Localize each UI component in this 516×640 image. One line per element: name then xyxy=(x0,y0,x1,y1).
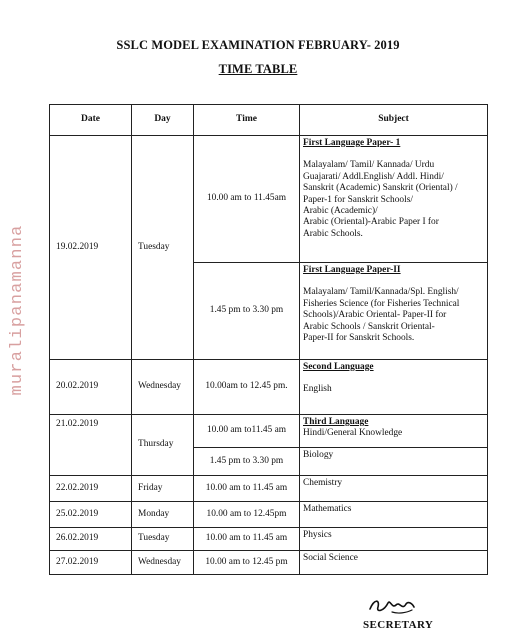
subject-line: English xyxy=(303,384,332,395)
day-cell: Wednesday xyxy=(132,551,194,575)
table-row xyxy=(50,360,488,415)
subject-line: Paper-1 for Sanskrit Schools/ xyxy=(303,194,413,205)
date-cell: 20.02.2019 xyxy=(50,360,132,415)
document-title: SSLC MODEL EXAMINATION FEBRUARY- 2019 xyxy=(116,38,400,52)
subject-cell: Biology xyxy=(300,448,488,476)
table-row xyxy=(50,551,488,575)
date-cell: 27.02.2019 xyxy=(50,551,132,575)
table-header-row xyxy=(50,105,488,136)
subject-cell: Social Science xyxy=(300,551,488,575)
day-cell: Monday xyxy=(132,502,194,528)
subject-cell: Mathematics xyxy=(300,502,488,528)
subject-line: Sanskrit (Academic) Sanskrit (Oriental) / xyxy=(303,183,458,194)
time-cell: 10.00 am to 12.45 pm xyxy=(194,551,300,575)
document-subtitle: TIME TABLE xyxy=(218,62,298,76)
day-cell: Thursday xyxy=(132,415,194,476)
subject-heading: Third Language xyxy=(303,417,369,427)
time-cell: 10.00 am to 11.45 am xyxy=(194,476,300,502)
subject-line: Arabic Schools. xyxy=(303,228,363,239)
subject-cell xyxy=(300,263,488,360)
day-cell: Tuesday xyxy=(132,528,194,551)
date-cell: 21.02.2019 xyxy=(50,415,132,476)
subject-heading: First Language Paper- 1 xyxy=(303,138,401,148)
day-cell: Tuesday xyxy=(132,136,194,360)
time-cell: 1.45 pm to 3.30 pm xyxy=(194,448,300,476)
time-cell: 10.00 am to 12.45pm xyxy=(194,502,300,528)
subject-line: Schools)/Arabic Oriental- Paper-II for xyxy=(303,310,447,321)
date-cell: 19.02.2019 xyxy=(50,136,132,360)
subject-heading: First Language Paper-II xyxy=(303,265,401,275)
subject-heading: Second Language xyxy=(303,362,374,372)
subject-cell xyxy=(300,136,488,263)
subject-line: Hindi/General Knowledge xyxy=(303,428,403,439)
subject-cell: Chemistry xyxy=(300,476,488,502)
subject-line: Arabic (Academic)/ xyxy=(303,206,378,217)
table-row xyxy=(50,136,488,263)
date-cell: 22.02.2019 xyxy=(50,476,132,502)
subject-line: Fisheries Science (for Fisheries Technical xyxy=(303,298,460,309)
subject-cell: Physics xyxy=(300,528,488,551)
subject-line: Arabic (Oriental)-Arabic Paper I for xyxy=(303,217,439,228)
subject-line: Guajarati/ Addl.English/ Addl. Hindi/ xyxy=(303,171,444,182)
subject-cell xyxy=(300,415,488,448)
time-cell: 10.00 am to 11.45 am xyxy=(194,528,300,551)
watermark-text: muralipanamanna xyxy=(8,224,27,396)
table-row xyxy=(50,415,488,448)
table-row xyxy=(50,528,488,551)
header-subject: Subject xyxy=(300,105,488,136)
date-cell: 26.02.2019 xyxy=(50,528,132,551)
signature-mark xyxy=(362,595,422,617)
secretary-label: SECRETARY xyxy=(363,619,434,631)
header-time: Time xyxy=(194,105,300,136)
timetable xyxy=(49,104,488,575)
day-cell: Friday xyxy=(132,476,194,502)
table-row xyxy=(50,502,488,528)
header-day: Day xyxy=(132,105,194,136)
day-cell: Wednesday xyxy=(132,360,194,415)
time-cell: 10.00 am to11.45 am xyxy=(194,415,300,448)
time-cell: 10.00 am to 11.45am xyxy=(194,136,300,263)
table-row xyxy=(50,476,488,502)
time-cell: 10.00am to 12.45 pm. xyxy=(194,360,300,415)
time-cell: 1.45 pm to 3.30 pm xyxy=(194,263,300,360)
subject-line: Paper-II for Sanskrit Schools. xyxy=(303,333,415,344)
header-date: Date xyxy=(50,105,132,136)
subject-cell xyxy=(300,360,488,415)
date-cell: 25.02.2019 xyxy=(50,502,132,528)
subject-line: Malayalam/ Tamil/ Kannada/ Urdu xyxy=(303,160,435,171)
subject-line: Malayalam/ Tamil/Kannada/Spl. English/ xyxy=(303,287,459,298)
subject-line: Arabic Schools / Sanskrit Oriental- xyxy=(303,321,435,332)
